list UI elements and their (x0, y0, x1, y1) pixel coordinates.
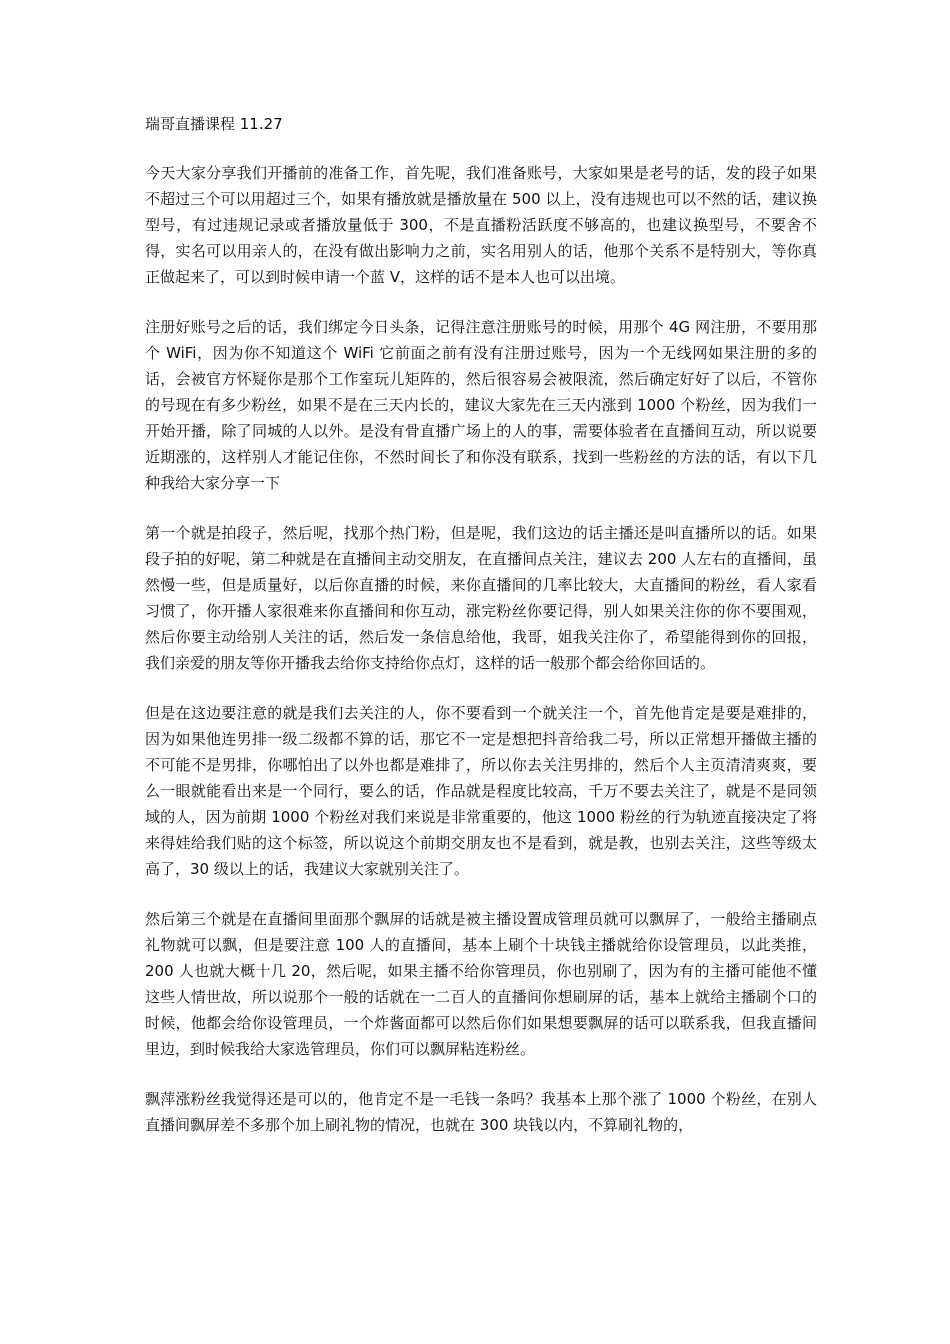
paragraph-gaining-fans: 第一个就是拍段子，然后呢，找那个热门粉，但是呢，我们这边的话主播还是叫直播所以的话。如果段子拍的好呢，第二种就是在直播间主动交朋友，在直播间点关注，建议去 200 人左右的直播间，虽然慢一些，但是质量好，以后你直播的时候，来你直播间的几率比较大，大直播间的粉丝，看人家看习惯了，你开播人家很难来你直播间和你互动，涨完粉丝你要记得，别人如果关注你的你不要围观，然后你要主动给别人关注的话，然后发一条信息给他，我哥，姐我关注你了，希望能得到你的回报，我们亲爱的朋友等你开播我去给你支持给你点灯，这样的话一般那个都会给你回话的。 (145, 524, 817, 672)
paragraph-floating-screen: 然后第三个就是在直播间里面那个飘屏的话就是被主播设置成管理员就可以飘屏了，一般给主播刷点礼物就可以飘，但是要注意 100 人的直播间，基本上刷个十块钱主播就给你设管理员，以此类推，200 人也就大概十几 20，然后呢，如果主播不给你管理员，你也别刷了，因为有的主播可能他不懂这些人情世故，所以说那个一般的话就在一二百人的直播间你想刷屏的话，基本上就给主播刷个口的时候，他都会给你设管理员，一个炸酱面都可以然后你们如果想要飘屏的话可以联系我，但我直播间里边，到时候我给大家选管理员，你们可以飘屏粘连粉丝。 (145, 910, 817, 1058)
paragraph-registration: 注册好账号之后的话，我们绑定今日头条，记得注意注册账号的时候，用那个 4G 网注册，不要用那个 WiFi，因为你不知道这个 WiFi 它前面之前有没有注册过账号，因为一个无线网如果注册的多的话，会被官方怀疑你是那个工作室玩儿矩阵的，然后很容易会被限流，然后确定好好了以后，不管你的号现在有多少粉丝，如果不是在三天内长的，建议大家先在三天内涨到 1000 个粉丝，因为我们一开始开播，除了同城的人以外。是没有骨直播广场上的人的事，需要体验者在直播间互动，所以说要近期涨的，这样别人才能记住你，不然时间长了和你没有联系，找到一些粉丝的方法的话，有以下几种我给大家分享一下 (145, 318, 817, 492)
paragraph-cost-note: 飘萍涨粉丝我觉得还是可以的，他肯定不是一毛钱一条吗？我基本上那个涨了 1000 个粉丝，在别人直播间飘屏差不多那个加上刷礼物的情况，也就在 300 块钱以内，不算刷礼物的， (145, 1090, 817, 1134)
paragraph-account-preparation: 今天大家分享我们开播前的准备工作，首先呢，我们准备账号，大家如果是老号的话，发的段子如果不超过三个可以用超过三个，如果有播放就是播放量在 500 以上，没有违规也可以不然的话，建议换型号，有过违规记录或者播放量低于 300，不是直播粉活跃度不够高的，也建议换型号，不要舍不得，实名可以用亲人的，在没有做出影响力之前，实名用别人的话，他那个关系不是特别大，等你真正做起来了，可以到时候申请一个蓝 V，这样的话不是本人也可以出境。 (145, 164, 817, 286)
document-page (145, 112, 817, 1138)
paragraph-who-to-follow: 但是在这边要注意的就是我们去关注的人，你不要看到一个就关注一个，首先他肯定是要是难排的，因为如果他连男排一级二级都不算的话，那它不一定是想把抖音给我二号，所以正常想开播做主播的不可能不是男排，你哪怕出了以外也都是难排了，所以你去关注男排的，然后个人主页清清爽爽，要么一眼就能看出来是一个同行，要么的话，作品就是程度比较高，千万不要去关注了，就是不是同领域的人，因为前期 1000 个粉丝对我们来说是非常重要的，他这 1000 粉丝的行为轨迹直接决定了将来得娃给我们贴的这个标签，所以说这个前期交朋友也不是看到，就是教，也别去关注，这些等级太高了，30 级以上的话，我建议大家就别关注了。 (145, 704, 817, 878)
document-title: 瑞哥直播课程 11.27 (145, 115, 283, 133)
